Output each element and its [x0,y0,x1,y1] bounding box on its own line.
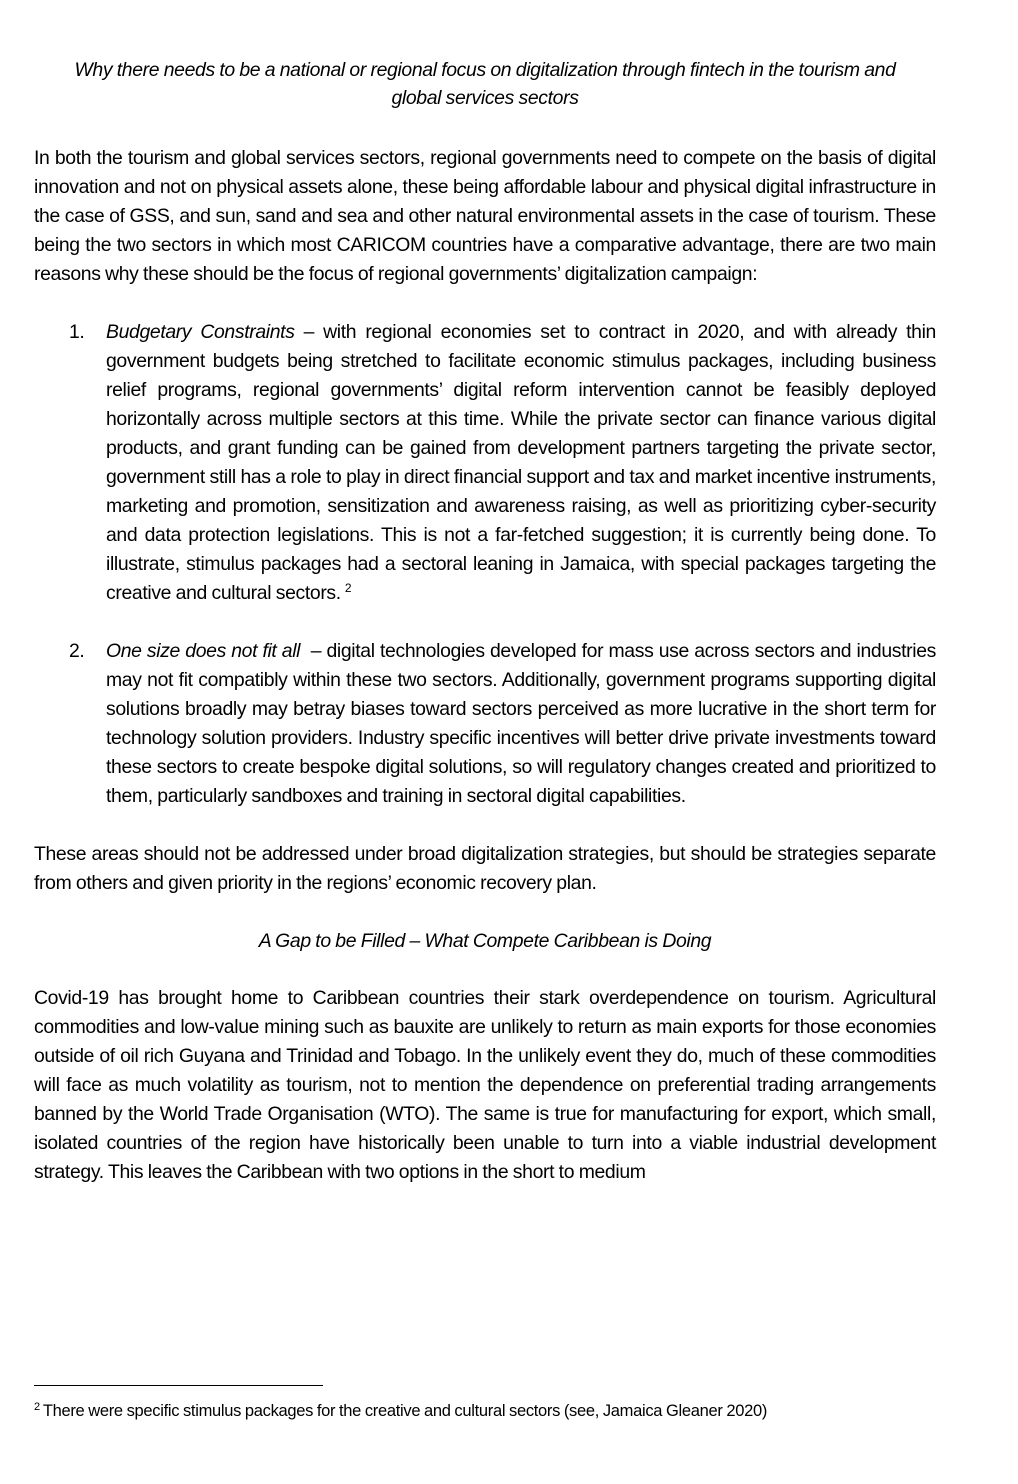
covid-paragraph: Covid-19 has brought home to Caribbean countries their stark overdependence on tourism. Agricultural commodities and low-value mining such as bauxite are unlikely to return as main exports for those economies outside of oil rich Guyana and Trinidad and Tobago. In the unlikely event they do, much of these commodities will face as much volatility as tourism, not to mention the dependence on preferential trading arrangements banned by the World Trade Organisation (WTO). The same is true for manufacturing for export, which small, isolated countries of the region have historically been unable to turn into a viable industrial development strategy. This leaves the Caribbean with two options in the short to medium [34,987,936,1183]
footnote-separator [34,1385,323,1386]
footnote-reference-link[interactable]: 2 [344,580,352,595]
list-number: 2. [69,640,85,662]
reasons-list [34,318,936,811]
footnote-text: There were specific stimulus packages for the creative and cultural sectors (see, Jamaica Gleaner 2020) [42,1402,768,1420]
reason-term: One size does not fit all [106,640,301,662]
reason-term: Budgetary Constraints [106,321,295,343]
closing-paragraph: These areas should not be addressed under broad digitalization strategies, but should be strategies separate from others and given priority in the regions’ economic recovery plan. [34,843,936,894]
reason-body: with regional economies set to contract in 2020, and with already thin government budgets being stretched to facilitate economic stimulus packages, including business relief programs, regional governments’ digital reform intervention cannot be feasibly deployed horizontally across multiple sectors at this time. While the private sector can finance various digital products, and grant funding can be gained from development partners targeting the private sector, government still has a role to play in direct financial support and tax and market incentive instruments, marketing and promotion, sensitization and awareness raising, as well as prioritizing cyber-security and data protection legislations. This is not a far-fetched suggestion; it is currently being done. To illustrate, stimulus packages had a sectoral leaning in Jamaica, with special packages targeting the creative and cultural sectors. [106,321,936,604]
list-item-budgetary-constraints [34,318,936,608]
list-item-one-size-does-not-fit-all [34,637,936,811]
footnote-marker: 2 [34,1400,40,1413]
reason-text [106,637,936,811]
subsection-heading: A Gap to be Filled – What Compete Caribbean is Doing [258,930,712,952]
document-page [34,56,936,1187]
footnote [34,1400,767,1422]
section-heading: Why there needs to be a national or regional focus on digitalization through fintech in the tourism and global services sectors [74,59,896,109]
intro-paragraph: In both the tourism and global services sectors, regional governments need to compete on the basis of digital innovation and not on physical assets alone, these being affordable labour and physical digital infrastructure in the case of GSS, and sun, sand and sea and other natural environmental assets in the case of tourism. These being the two sectors in which most CARICOM countries have a comparative advantage, there are two main reasons why these should be the focus of regional governments’ digitalization campaign: [34,147,936,285]
reason-separator: – [300,640,327,662]
reason-separator: – [294,321,324,343]
reason-body: digital technologies developed for mass use across sectors and industries may not fit compatibly within these two sectors. Additionally, government programs supporting digital solutions broadly may betray biases toward sectors perceived as more lucrative in the short term for technology solution providers. Industry specific incentives will better drive private investments toward these sectors to create bespoke digital solutions, so will regulatory changes created and prioritized to them, particularly sandboxes and training in sectoral digital capabilities. [106,640,937,807]
list-number: 1. [69,321,85,343]
reason-text [106,318,936,608]
